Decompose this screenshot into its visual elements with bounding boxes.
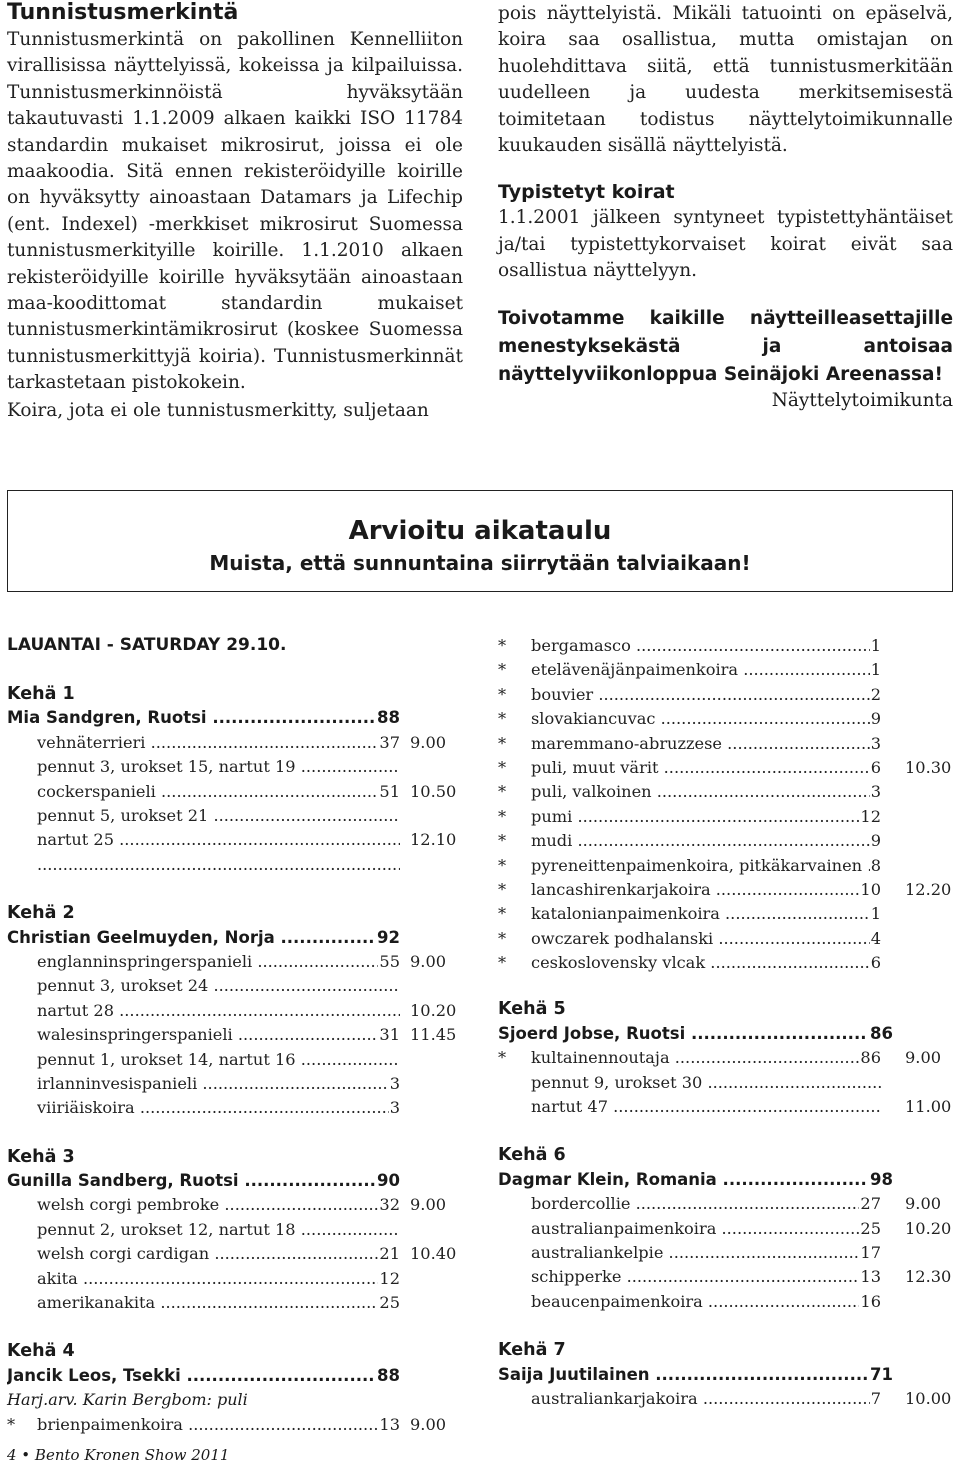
breed-name: pennut 9, urokset 30 ..... xyxy=(531,1071,881,1095)
entry-count: 10 xyxy=(859,878,881,902)
intro-paragraph-2: pois näyttelyistä. Mikäli tatuointi on epäselvä, koira saa osallistua, mutta omistajan on huolehdittava siitä, että tunnistusmerkitään uudelleen ja uudesta merkitsemisestä toimitetaan todistus näyttelytoimikunnalle kuukauden sisällä näyttelyistä. xyxy=(498,3,953,157)
schedule-row xyxy=(7,853,477,877)
intro-title: Tunnistusmerkintä xyxy=(7,0,239,25)
entry-count: 37 xyxy=(378,731,400,755)
breed-name: australianpaimenkoira ..... xyxy=(531,1217,881,1241)
start-time: 11.00 xyxy=(905,1097,952,1117)
breed-name: kultainennoutaja ..... xyxy=(531,1046,881,1070)
left-rings xyxy=(7,682,477,1437)
entry-count: 3 xyxy=(389,1096,400,1120)
schedule-row xyxy=(7,780,477,804)
start-time: 9.00 xyxy=(410,732,447,752)
breed-name: brienpaimenkoira ..... xyxy=(37,1413,400,1437)
star-marker: * xyxy=(498,757,507,777)
entry-count: 9 xyxy=(870,829,881,853)
schedule-right-column xyxy=(498,634,953,1411)
entry-count: 8 xyxy=(870,854,881,878)
schedule-row xyxy=(498,854,953,878)
star-marker: * xyxy=(498,879,507,899)
judge-name: Jancik Leos, Tsekki ..... xyxy=(7,1364,400,1388)
judge-name: Saija Juutilainen ..... xyxy=(498,1363,893,1387)
breed-name: nartut 47 ..... xyxy=(531,1095,881,1119)
entry-count: 1 xyxy=(870,658,881,682)
breed-name: irlanninvesispanieli ..... xyxy=(37,1072,400,1096)
judge-line xyxy=(7,1364,477,1388)
schedule-row xyxy=(498,658,953,682)
entry-count: 2 xyxy=(870,683,881,707)
schedule-row xyxy=(498,829,953,853)
schedule-row xyxy=(7,1242,477,1266)
breed-name: maremmano-abruzzese ..... xyxy=(531,732,881,756)
entry-count: 4 xyxy=(870,927,881,951)
judge-line xyxy=(498,1022,953,1046)
entry-count: 3 xyxy=(389,1072,400,1096)
breed-name: pennut 5, urokset 21 ..... xyxy=(37,804,400,828)
ring-block xyxy=(7,1339,477,1437)
breed-name: puli, muut värit ..... xyxy=(531,756,881,780)
breed-name: bergamasco ..... xyxy=(531,634,881,658)
entry-count: 51 xyxy=(378,780,400,804)
breed-name xyxy=(37,853,400,877)
schedule-row xyxy=(498,927,953,951)
breed-name: ceskoslovensky vlcak ..... xyxy=(531,951,881,975)
schedule-row xyxy=(498,732,953,756)
ring-block xyxy=(498,997,953,1119)
ring-block xyxy=(498,1338,953,1411)
ring-title: Kehä 5 xyxy=(498,999,566,1020)
entry-count: 13 xyxy=(859,1265,881,1289)
entry-count: 31 xyxy=(378,1023,400,1047)
judge-name: Sjoerd Jobse, Ruotsi ..... xyxy=(498,1022,893,1046)
judge-count: 90 xyxy=(375,1169,400,1193)
right-rings xyxy=(498,997,953,1411)
star-marker: * xyxy=(498,806,507,826)
entry-count: 3 xyxy=(870,732,881,756)
schedule-row xyxy=(7,1048,477,1072)
star-marker: * xyxy=(498,684,507,704)
start-time: 12.20 xyxy=(905,879,952,899)
typistetyt-text: 1.1.2001 jälkeen syntyneet typistettyhäntäiset ja/tai typistettykorvaiset koirat eivät saa osallistua näyttelyyn. xyxy=(498,207,953,282)
star-marker: * xyxy=(7,1414,16,1434)
schedule-row xyxy=(498,1217,953,1241)
star-marker: * xyxy=(498,928,507,948)
ring-block xyxy=(7,901,477,1121)
breed-name: mudi ..... xyxy=(531,829,881,853)
entry-count: 16 xyxy=(859,1290,881,1314)
schedule-row xyxy=(7,828,477,852)
schedule-row xyxy=(498,756,953,780)
start-time: 12.10 xyxy=(410,830,457,850)
judge-name: Christian Geelmuyden, Norja ..... xyxy=(7,926,400,950)
start-time: 12.30 xyxy=(905,1267,952,1287)
breed-name: owczarek podhalanski ..... xyxy=(531,927,881,951)
schedule-row xyxy=(498,1387,953,1411)
breed-name: pumi ..... xyxy=(531,805,881,829)
start-time: 9.00 xyxy=(905,1194,942,1214)
typistetyt-title: Typistetyt koirat xyxy=(498,181,675,204)
ring-block xyxy=(498,1143,953,1314)
start-time: 9.00 xyxy=(410,1414,447,1434)
judge-name: Dagmar Klein, Romania ..... xyxy=(498,1168,893,1192)
schedule-row xyxy=(7,950,477,974)
start-time: 9.00 xyxy=(410,951,447,971)
entry-count: 9 xyxy=(870,707,881,731)
entry-count: 17 xyxy=(859,1241,881,1265)
schedule-row xyxy=(7,1096,477,1120)
intro-paragraph-1: Tunnistusmerkintä on pakollinen Kennelliiton virallisissa näyttelyissä, kokeissa ja kilpailuissa. Tunnistusmerkinnöistä hyväksytään takautuvasti 1.1.2009 alkaen kaikki ISO 11784 standardin mukaiset mikrosirut, joissa ei ole maakoodia. Sitä ennen rekisteröidyille koirille on hyväksytty ainoastaan Datamars ja Lifechip (ent. Indexel) -merkkiset mikrosirut Suomessa tunnistusmerkityille koirille. 1.1.2010 alkaen rekisteröidyille koirille hyväksytään ainoastaan maa-koodittomat standardin mukaiset tunnistusmerkintämikrosirut (koskee Suomessa tunnistusmerkittyjä koiria). Tunnistusmerkinnät tarkastetaan pistokokein. xyxy=(7,29,463,394)
ring-block xyxy=(7,682,477,877)
star-marker: * xyxy=(498,782,507,802)
schedule-left-column xyxy=(7,632,477,1437)
judge-count: 92 xyxy=(375,926,400,950)
breed-name: australiankarjakoira ..... xyxy=(531,1387,881,1411)
judge-name: Mia Sandgren, Ruotsi ..... xyxy=(7,706,400,730)
page-footer: 4 • Bento Kronen Show 2011 xyxy=(7,1446,230,1464)
entry-count: 7 xyxy=(870,1387,881,1411)
entry-count: 55 xyxy=(378,950,400,974)
breed-name: etelävenäjänpaimenkoira ..... xyxy=(531,658,881,682)
intro-left-column xyxy=(7,0,463,424)
breed-name: akita ..... xyxy=(37,1267,400,1291)
breed-name: englanninspringerspanieli ..... xyxy=(37,950,400,974)
entry-count: 6 xyxy=(870,951,881,975)
wish-text: Toivotamme kaikille näytteilleasettajille menestyksekästä ja antoisaa näyttelyviikonloppua Seinäjoki Areenassa! xyxy=(498,307,953,385)
judge-line xyxy=(498,1168,953,1192)
breed-name: nartut 28 ..... xyxy=(37,999,400,1023)
start-time: 11.45 xyxy=(410,1025,457,1045)
start-time: 10.20 xyxy=(410,1000,457,1020)
schedule-row xyxy=(498,1241,953,1265)
day-title: LAUANTAI - SATURDAY 29.10. xyxy=(7,635,287,655)
right-top-rows xyxy=(498,634,953,975)
judge-line xyxy=(7,926,477,950)
schedule-row xyxy=(498,683,953,707)
schedule-row xyxy=(7,1072,477,1096)
star-marker: * xyxy=(498,733,507,753)
schedule-row xyxy=(7,804,477,828)
breed-name: welsh corgi pembroke ..... xyxy=(37,1193,400,1217)
signature: Näyttelytoimikunta xyxy=(771,389,953,411)
breed-name: pennut 3, urokset 24 ..... xyxy=(37,974,400,998)
start-time: 10.00 xyxy=(905,1388,952,1408)
intro-paragraph-2-start: Koira, jota ei ole tunnistusmerkitty, suljetaan xyxy=(7,399,429,421)
schedule-row xyxy=(498,1265,953,1289)
entry-count: 1 xyxy=(870,634,881,658)
start-time: 10.40 xyxy=(410,1244,457,1264)
schedule-row xyxy=(7,1291,477,1315)
schedule-row xyxy=(498,1192,953,1216)
star-marker: * xyxy=(498,855,507,875)
schedule-row xyxy=(498,878,953,902)
schedule-row xyxy=(498,805,953,829)
star-marker: * xyxy=(498,1048,507,1068)
judge-line xyxy=(7,706,477,730)
breed-name: pennut 1, urokset 14, nartut 16 ..... xyxy=(37,1048,400,1072)
judge-count: 71 xyxy=(868,1363,893,1387)
schedule-row xyxy=(7,1023,477,1047)
schedule-row xyxy=(498,951,953,975)
schedule-row xyxy=(498,1071,953,1095)
ring-block xyxy=(7,1145,477,1316)
entry-count: 13 xyxy=(378,1413,400,1437)
entry-count: 25 xyxy=(378,1291,400,1315)
star-marker: * xyxy=(498,953,507,973)
schedule-row xyxy=(498,1046,953,1070)
breed-name: pyreneittenpaimenkoira, pitkäkarvainen ..... xyxy=(531,854,881,878)
star-marker: * xyxy=(498,709,507,729)
entry-count: 25 xyxy=(859,1217,881,1241)
schedule-row xyxy=(7,1218,477,1242)
entry-count: 12 xyxy=(378,1267,400,1291)
breed-name: katalonianpaimenkoira ..... xyxy=(531,902,881,926)
ring-note: Harj.arv. Karin Bergbom: puli xyxy=(7,1390,248,1410)
breed-name: walesinspringerspanieli ..... xyxy=(37,1023,400,1047)
breed-name: bordercollie ..... xyxy=(531,1192,881,1216)
intro-right-column xyxy=(498,0,953,415)
ring-title: Kehä 1 xyxy=(7,684,75,704)
schedule-row xyxy=(7,1267,477,1291)
breed-name: nartut 25 ..... xyxy=(37,828,400,852)
schedule-row xyxy=(7,999,477,1023)
breed-name: cockerspanieli ..... xyxy=(37,780,400,804)
schedule-row xyxy=(7,974,477,998)
schedule-row xyxy=(7,755,477,779)
star-marker: * xyxy=(498,831,507,851)
start-time: 10.30 xyxy=(905,757,952,777)
entry-count: 21 xyxy=(378,1242,400,1266)
entry-count: 27 xyxy=(859,1192,881,1216)
start-time: 10.50 xyxy=(410,781,457,801)
breed-name: viiriäiskoira ..... xyxy=(37,1096,400,1120)
breed-name: lancashirenkarjakoira ..... xyxy=(531,878,881,902)
star-marker: * xyxy=(498,904,507,924)
breed-name: beaucenpaimenkoira ..... xyxy=(531,1290,881,1314)
breed-name: bouvier ..... xyxy=(531,683,881,707)
schedule-subtitle: Muista, että sunnuntaina siirrytään talviaikaan! xyxy=(209,551,751,575)
entry-count: 32 xyxy=(378,1193,400,1217)
breed-name: slovakiancuvac ..... xyxy=(531,707,881,731)
judge-count: 88 xyxy=(375,706,400,730)
schedule-row xyxy=(498,1095,953,1119)
breed-name: schipperke ..... xyxy=(531,1265,881,1289)
judge-count: 88 xyxy=(375,1364,400,1388)
schedule-row xyxy=(498,780,953,804)
star-marker: * xyxy=(498,660,507,680)
schedule-row xyxy=(7,1413,477,1437)
breed-name: pennut 2, urokset 12, nartut 18 ..... xyxy=(37,1218,400,1242)
entry-count: 1 xyxy=(870,902,881,926)
entry-count: 6 xyxy=(870,756,881,780)
judge-count: 98 xyxy=(868,1168,893,1192)
ring-title: Kehä 3 xyxy=(7,1146,75,1167)
judge-name: Gunilla Sandberg, Ruotsi ..... xyxy=(7,1169,400,1193)
schedule-row xyxy=(498,902,953,926)
ring-title: Kehä 2 xyxy=(7,903,75,924)
entry-count: 3 xyxy=(870,780,881,804)
schedule-row xyxy=(7,1193,477,1217)
schedule-row xyxy=(7,731,477,755)
breed-name: welsh corgi cardigan ..... xyxy=(37,1242,400,1266)
schedule-banner xyxy=(7,490,953,592)
entry-count: 12 xyxy=(859,805,881,829)
ring-title: Kehä 7 xyxy=(498,1340,566,1361)
breed-name: vehnäterrieri ..... xyxy=(37,731,400,755)
ring-title: Kehä 4 xyxy=(7,1341,75,1362)
start-time: 9.00 xyxy=(905,1048,942,1068)
schedule-row xyxy=(498,1290,953,1314)
breed-name: puli, valkoinen ..... xyxy=(531,780,881,804)
start-time: 10.20 xyxy=(905,1218,952,1238)
entry-count: 86 xyxy=(859,1046,881,1070)
star-marker: * xyxy=(498,636,507,655)
breed-name: amerikanakita ..... xyxy=(37,1291,400,1315)
breed-name: pennut 3, urokset 15, nartut 19 ..... xyxy=(37,755,400,779)
judge-line xyxy=(498,1363,953,1387)
ring-title: Kehä 6 xyxy=(498,1145,566,1166)
start-time: 9.00 xyxy=(410,1195,447,1215)
schedule-row xyxy=(498,707,953,731)
schedule-row xyxy=(498,634,953,658)
breed-name: australiankelpie ..... xyxy=(531,1241,881,1265)
schedule-title: Arvioitu aikataulu xyxy=(348,516,612,546)
judge-count: 86 xyxy=(868,1022,893,1046)
judge-line xyxy=(7,1169,477,1193)
